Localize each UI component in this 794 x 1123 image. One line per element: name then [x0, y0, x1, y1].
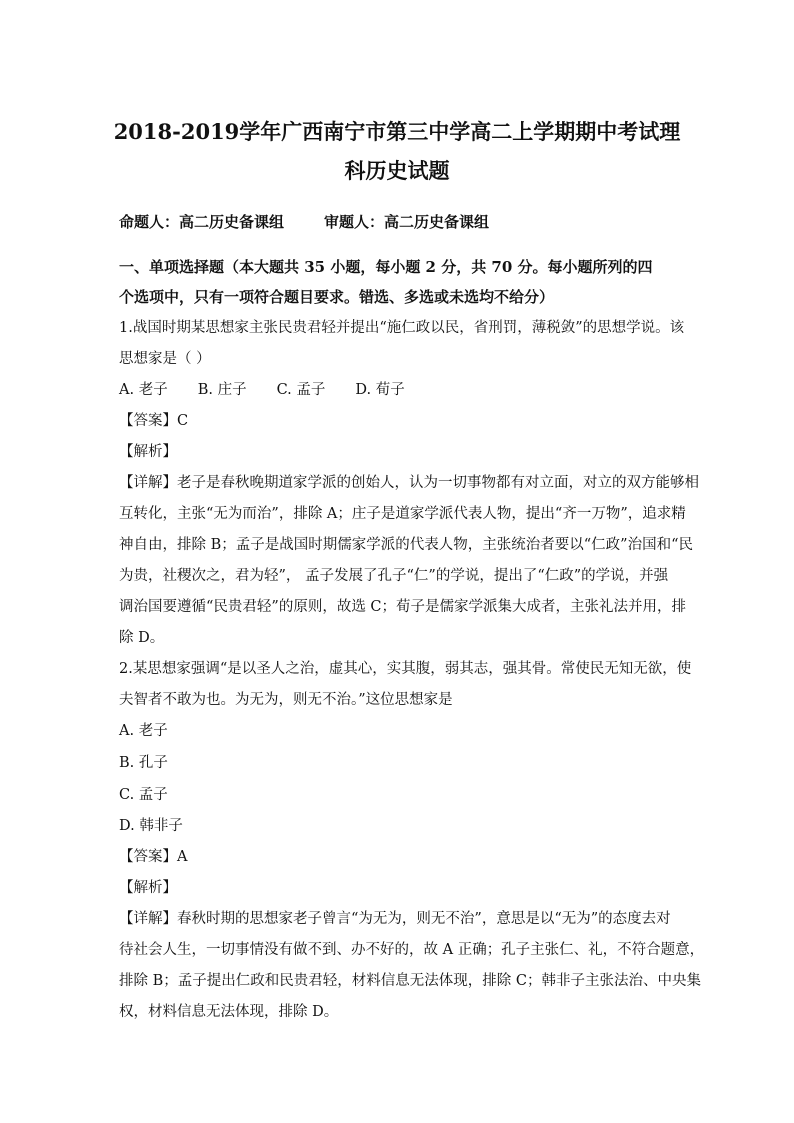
q2-detail-line: 【详解】春秋时期的思想家老子曾言“为无为，则无不治”，意思是以“无为”的态度去对 — [119, 911, 671, 927]
q1-detail-line: 除 D。 — [119, 630, 165, 646]
q2-analysis-label: 【解析】 — [119, 880, 177, 896]
q1-stem-line-2: 思想家是（ ） — [119, 351, 211, 367]
section-heading-line-2: 个选项中，只有一项符合题目要求。错选、多选或未选均不给分） — [119, 288, 555, 306]
doc-title-line-1: 2018-2019学年广西南宁市第三中学高二上学期期中考试理 — [113, 119, 681, 144]
q2-option-a: A. 老子 — [119, 723, 168, 739]
q1-detail-line: 【详解】老子是春秋晚期道家学派的创始人，认为一切事物都有对立面，对立的双方能够相 — [119, 475, 699, 491]
setter-label: 命题人：高二历史备课组 — [119, 213, 285, 231]
q1-analysis-label: 【解析】 — [119, 444, 177, 460]
q1-detail-line: 调治国要遵循“民贵君轻”的原则，故选 C；荀子是儒家学派集大成者，主张礼法并用，排 — [119, 599, 687, 615]
q1-option-c: C. 孟子 — [276, 382, 326, 398]
q1-option-a: A. 老子 — [119, 382, 168, 398]
q1-detail-line: 神自由，排除 B；孟子是战国时期儒家学派的代表人物，主张统治者要以“仁政”治国和“民 — [119, 537, 693, 553]
q2-option-b: B. 孔子 — [119, 755, 168, 771]
q1-option-b: B. 庄子 — [197, 382, 247, 398]
authors-line — [119, 212, 489, 232]
doc-title-line-2: 科历史试题 — [344, 158, 450, 183]
q1-detail-line: 为贵，社稷次之，君为轻”， 孟子发展了孔子“仁”的学说，提出了“仁政”的学说，并强 — [119, 568, 669, 584]
q1-option-d: D. 荀子 — [355, 382, 405, 398]
q2-option-c: C. 孟子 — [119, 787, 168, 803]
q2-answer: 【答案】A — [119, 849, 188, 865]
q1-detail-line: 互转化，主张“无为而治”，排除 A；庄子是道家学派代表人物，提出“齐一万物”，追求精 — [119, 506, 686, 522]
q1-stem-line-1: 1.战国时期某思想家主张民贵君轻并提出“施仁政以民，省刑罚，薄税敛”的思想学说。该 — [119, 320, 685, 336]
q1-answer: 【答案】C — [119, 413, 189, 429]
q2-detail-line: 排除 B；孟子提出仁政和民贵君轻，材料信息无法体现，排除 C；韩非子主张法治、中央集 — [119, 973, 701, 989]
q2-stem-line-2: 夫智者不敢为也。为无为，则无不治。”这位思想家是 — [119, 692, 453, 708]
reviewer-label: 审题人：高二历史备课组 — [324, 213, 490, 231]
q2-detail-line: 待社会人生，一切事情没有做不到、办不好的，故 A 正确；孔子主张仁、礼，不符合题意， — [119, 942, 705, 958]
q1-options — [119, 380, 435, 400]
section-heading-line-1: 一、单项选择题（本大题共 35 小题，每小题 2 分，共 70 分。每小题所列的四 — [119, 258, 653, 276]
q2-stem-line-1: 2.某思想家强调“是以圣人之治，虚其心，实其腹，弱其志，强其骨。常使民无知无欲，使 — [119, 661, 692, 677]
q2-option-d: D. 韩非子 — [119, 818, 183, 834]
q2-detail-line: 权，材料信息无法体现，排除 D。 — [119, 1004, 339, 1020]
